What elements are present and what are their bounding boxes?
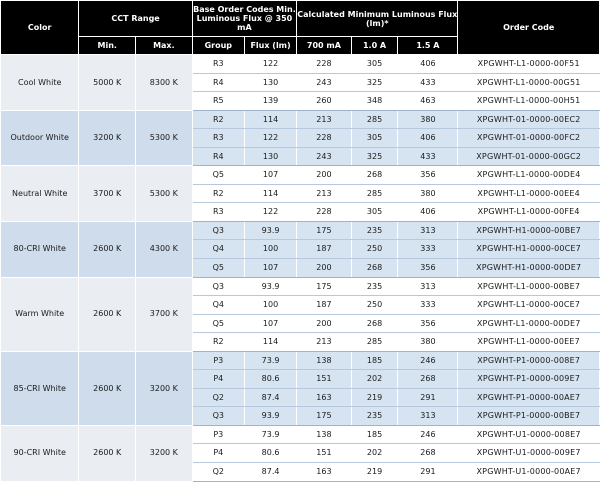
group-cell: R4 bbox=[192, 73, 244, 92]
cct-max-cell: 3200 K bbox=[136, 425, 193, 481]
header-group: Group bbox=[192, 37, 244, 55]
group-cell: Q4 bbox=[192, 296, 244, 315]
flux-700ma-cell: 175 bbox=[297, 407, 351, 426]
flux-1-0a-cell: 185 bbox=[351, 425, 398, 444]
table-row bbox=[1, 277, 600, 296]
flux-1-0a-cell: 305 bbox=[351, 129, 398, 148]
header-700ma: 700 mA bbox=[297, 37, 351, 55]
flux-1-5a-cell: 356 bbox=[398, 314, 458, 333]
cct-max-cell: 3700 K bbox=[136, 277, 193, 351]
flux-700ma-cell: 200 bbox=[297, 259, 351, 278]
table-row bbox=[1, 55, 600, 74]
table-body bbox=[1, 55, 600, 482]
flux-cell: 93.9 bbox=[244, 407, 296, 426]
flux-700ma-cell: 175 bbox=[297, 221, 351, 240]
flux-1-0a-cell: 202 bbox=[351, 444, 398, 463]
flux-700ma-cell: 200 bbox=[297, 166, 351, 185]
order-code-cell: XPGWHT-L1-0000-00BE7 bbox=[458, 277, 600, 296]
header-order-code: Order Code bbox=[458, 1, 600, 55]
flux-cell: 130 bbox=[244, 147, 296, 166]
flux-700ma-cell: 151 bbox=[297, 370, 351, 389]
flux-1-0a-cell: 202 bbox=[351, 370, 398, 389]
order-code-cell: XPGWHT-L1-0000-00DE4 bbox=[458, 166, 600, 185]
flux-1-5a-cell: 380 bbox=[398, 184, 458, 203]
flux-1-5a-cell: 380 bbox=[398, 333, 458, 352]
cct-min-cell: 3700 K bbox=[79, 166, 136, 222]
cct-min-cell: 2600 K bbox=[79, 351, 136, 425]
flux-1-5a-cell: 313 bbox=[398, 277, 458, 296]
header-max: Max. bbox=[136, 37, 193, 55]
order-code-cell: XPGWHT-L1-0000-00G51 bbox=[458, 73, 600, 92]
flux-cell: 107 bbox=[244, 259, 296, 278]
color-cell: Neutral White bbox=[1, 166, 79, 222]
flux-1-0a-cell: 305 bbox=[351, 203, 398, 222]
flux-700ma-cell: 213 bbox=[297, 110, 351, 129]
flux-1-5a-cell: 313 bbox=[398, 407, 458, 426]
group-cell: Q2 bbox=[192, 388, 244, 407]
cct-max-cell: 5300 K bbox=[136, 166, 193, 222]
flux-1-5a-cell: 463 bbox=[398, 92, 458, 111]
group-cell: Q5 bbox=[192, 259, 244, 278]
flux-1-0a-cell: 268 bbox=[351, 314, 398, 333]
flux-cell: 107 bbox=[244, 314, 296, 333]
group-cell: R4 bbox=[192, 147, 244, 166]
flux-700ma-cell: 243 bbox=[297, 73, 351, 92]
group-cell: R2 bbox=[192, 333, 244, 352]
table-header bbox=[1, 1, 600, 55]
flux-cell: 114 bbox=[244, 184, 296, 203]
flux-700ma-cell: 213 bbox=[297, 333, 351, 352]
color-cell: Warm White bbox=[1, 277, 79, 351]
flux-cell: 122 bbox=[244, 55, 296, 74]
order-code-cell: XPGWHT-H1-0000-00BE7 bbox=[458, 221, 600, 240]
flux-700ma-cell: 243 bbox=[297, 147, 351, 166]
flux-700ma-cell: 163 bbox=[297, 463, 351, 482]
flux-1-0a-cell: 219 bbox=[351, 388, 398, 407]
flux-1-5a-cell: 268 bbox=[398, 444, 458, 463]
flux-1-0a-cell: 285 bbox=[351, 333, 398, 352]
table-row bbox=[1, 221, 600, 240]
header-flux: Flux (lm) bbox=[244, 37, 296, 55]
cct-min-cell: 2600 K bbox=[79, 277, 136, 351]
flux-1-0a-cell: 235 bbox=[351, 407, 398, 426]
header-1-0a: 1.0 A bbox=[351, 37, 398, 55]
header-calc-min: Calculated Minimum Luminous Flux (lm)* bbox=[297, 1, 458, 37]
flux-1-0a-cell: 325 bbox=[351, 147, 398, 166]
group-cell: P4 bbox=[192, 370, 244, 389]
header-1-5a: 1.5 A bbox=[398, 37, 458, 55]
group-cell: Q2 bbox=[192, 463, 244, 482]
flux-cell: 100 bbox=[244, 296, 296, 315]
flux-1-0a-cell: 250 bbox=[351, 240, 398, 259]
flux-700ma-cell: 187 bbox=[297, 240, 351, 259]
flux-1-0a-cell: 268 bbox=[351, 259, 398, 278]
order-code-cell: XPGWHT-H1-0000-00DE7 bbox=[458, 259, 600, 278]
flux-1-5a-cell: 433 bbox=[398, 73, 458, 92]
flux-cell: 80.6 bbox=[244, 370, 296, 389]
order-code-cell: XPGWHT-01-0000-00FC2 bbox=[458, 129, 600, 148]
color-cell: Cool White bbox=[1, 55, 79, 111]
flux-700ma-cell: 151 bbox=[297, 444, 351, 463]
flux-1-0a-cell: 348 bbox=[351, 92, 398, 111]
flux-700ma-cell: 228 bbox=[297, 203, 351, 222]
flux-cell: 87.4 bbox=[244, 388, 296, 407]
flux-cell: 73.9 bbox=[244, 425, 296, 444]
order-code-cell: XPGWHT-L1-0000-00FE4 bbox=[458, 203, 600, 222]
flux-cell: 130 bbox=[244, 73, 296, 92]
color-cell: 85-CRI White bbox=[1, 351, 79, 425]
group-cell: Q4 bbox=[192, 240, 244, 259]
cct-max-cell: 4300 K bbox=[136, 221, 193, 277]
order-code-cell: XPGWHT-01-0000-00GC2 bbox=[458, 147, 600, 166]
table-row bbox=[1, 110, 600, 129]
flux-700ma-cell: 187 bbox=[297, 296, 351, 315]
flux-1-0a-cell: 285 bbox=[351, 184, 398, 203]
cct-min-cell: 3200 K bbox=[79, 110, 136, 166]
order-code-cell: XPGWHT-P1-0000-00BE7 bbox=[458, 407, 600, 426]
header-min: Min. bbox=[79, 37, 136, 55]
flux-1-0a-cell: 305 bbox=[351, 55, 398, 74]
flux-cell: 107 bbox=[244, 166, 296, 185]
group-cell: Q5 bbox=[192, 166, 244, 185]
table-row bbox=[1, 351, 600, 370]
order-code-cell: XPGWHT-P1-0000-00AE7 bbox=[458, 388, 600, 407]
flux-cell: 114 bbox=[244, 110, 296, 129]
header-base-order: Base Order Codes Min. Luminous Flux @ 350 mA bbox=[192, 1, 297, 37]
order-code-cell: XPGWHT-L1-0000-00DE7 bbox=[458, 314, 600, 333]
order-code-cell: XPGWHT-P1-0000-009E7 bbox=[458, 370, 600, 389]
flux-700ma-cell: 228 bbox=[297, 129, 351, 148]
flux-cell: 122 bbox=[244, 203, 296, 222]
group-cell: Q3 bbox=[192, 221, 244, 240]
flux-1-0a-cell: 185 bbox=[351, 351, 398, 370]
flux-1-0a-cell: 235 bbox=[351, 277, 398, 296]
group-cell: R3 bbox=[192, 129, 244, 148]
flux-1-0a-cell: 219 bbox=[351, 463, 398, 482]
group-cell: Q5 bbox=[192, 314, 244, 333]
header-color: Color bbox=[1, 1, 79, 55]
color-cell: 90-CRI White bbox=[1, 425, 79, 481]
flux-1-5a-cell: 291 bbox=[398, 388, 458, 407]
order-code-cell: XPGWHT-P1-0000-008E7 bbox=[458, 351, 600, 370]
flux-1-5a-cell: 333 bbox=[398, 296, 458, 315]
flux-1-5a-cell: 356 bbox=[398, 166, 458, 185]
flux-1-5a-cell: 406 bbox=[398, 203, 458, 222]
flux-cell: 80.6 bbox=[244, 444, 296, 463]
order-code-cell: XPGWHT-L1-0000-00F51 bbox=[458, 55, 600, 74]
order-code-cell: XPGWHT-01-0000-00EC2 bbox=[458, 110, 600, 129]
flux-700ma-cell: 228 bbox=[297, 55, 351, 74]
group-cell: Q3 bbox=[192, 277, 244, 296]
flux-1-5a-cell: 406 bbox=[398, 129, 458, 148]
flux-1-0a-cell: 285 bbox=[351, 110, 398, 129]
flux-1-5a-cell: 268 bbox=[398, 370, 458, 389]
flux-1-0a-cell: 268 bbox=[351, 166, 398, 185]
order-code-cell: XPGWHT-L1-0000-00EE7 bbox=[458, 333, 600, 352]
group-cell: P3 bbox=[192, 351, 244, 370]
group-cell: Q3 bbox=[192, 407, 244, 426]
order-code-cell: XPGWHT-U1-0000-008E7 bbox=[458, 425, 600, 444]
flux-cell: 93.9 bbox=[244, 277, 296, 296]
cct-min-cell: 2600 K bbox=[79, 221, 136, 277]
group-cell: P3 bbox=[192, 425, 244, 444]
cct-max-cell: 3200 K bbox=[136, 351, 193, 425]
group-cell: P4 bbox=[192, 444, 244, 463]
group-cell: R2 bbox=[192, 184, 244, 203]
flux-1-5a-cell: 380 bbox=[398, 110, 458, 129]
group-cell: R2 bbox=[192, 110, 244, 129]
flux-1-0a-cell: 325 bbox=[351, 73, 398, 92]
flux-1-5a-cell: 313 bbox=[398, 221, 458, 240]
group-cell: R3 bbox=[192, 203, 244, 222]
table-row bbox=[1, 166, 600, 185]
flux-cell: 122 bbox=[244, 129, 296, 148]
flux-1-5a-cell: 433 bbox=[398, 147, 458, 166]
flux-700ma-cell: 260 bbox=[297, 92, 351, 111]
table-row bbox=[1, 425, 600, 444]
order-code-cell: XPGWHT-L1-0000-00EE4 bbox=[458, 184, 600, 203]
flux-1-0a-cell: 235 bbox=[351, 221, 398, 240]
flux-1-5a-cell: 291 bbox=[398, 463, 458, 482]
flux-1-5a-cell: 246 bbox=[398, 425, 458, 444]
flux-700ma-cell: 175 bbox=[297, 277, 351, 296]
flux-cell: 139 bbox=[244, 92, 296, 111]
group-cell: R3 bbox=[192, 55, 244, 74]
order-code-cell: XPGWHT-L1-0000-00CE7 bbox=[458, 296, 600, 315]
order-code-cell: XPGWHT-U1-0000-00AE7 bbox=[458, 463, 600, 482]
flux-700ma-cell: 213 bbox=[297, 184, 351, 203]
flux-1-5a-cell: 406 bbox=[398, 55, 458, 74]
cct-max-cell: 5300 K bbox=[136, 110, 193, 166]
flux-1-5a-cell: 333 bbox=[398, 240, 458, 259]
flux-cell: 73.9 bbox=[244, 351, 296, 370]
order-code-cell: XPGWHT-U1-0000-009E7 bbox=[458, 444, 600, 463]
cct-min-cell: 2600 K bbox=[79, 425, 136, 481]
flux-cell: 87.4 bbox=[244, 463, 296, 482]
order-code-cell: XPGWHT-H1-0000-00CE7 bbox=[458, 240, 600, 259]
flux-700ma-cell: 200 bbox=[297, 314, 351, 333]
flux-cell: 100 bbox=[244, 240, 296, 259]
flux-1-5a-cell: 246 bbox=[398, 351, 458, 370]
flux-1-0a-cell: 250 bbox=[351, 296, 398, 315]
flux-700ma-cell: 138 bbox=[297, 351, 351, 370]
flux-cell: 114 bbox=[244, 333, 296, 352]
order-code-cell: XPGWHT-L1-0000-00H51 bbox=[458, 92, 600, 111]
group-cell: R5 bbox=[192, 92, 244, 111]
flux-700ma-cell: 163 bbox=[297, 388, 351, 407]
flux-cell: 93.9 bbox=[244, 221, 296, 240]
header-cct-range: CCT Range bbox=[79, 1, 192, 37]
cct-max-cell: 8300 K bbox=[136, 55, 193, 111]
flux-1-5a-cell: 356 bbox=[398, 259, 458, 278]
cct-min-cell: 5000 K bbox=[79, 55, 136, 111]
flux-700ma-cell: 138 bbox=[297, 425, 351, 444]
color-cell: Outdoor White bbox=[1, 110, 79, 166]
color-cell: 80-CRI White bbox=[1, 221, 79, 277]
